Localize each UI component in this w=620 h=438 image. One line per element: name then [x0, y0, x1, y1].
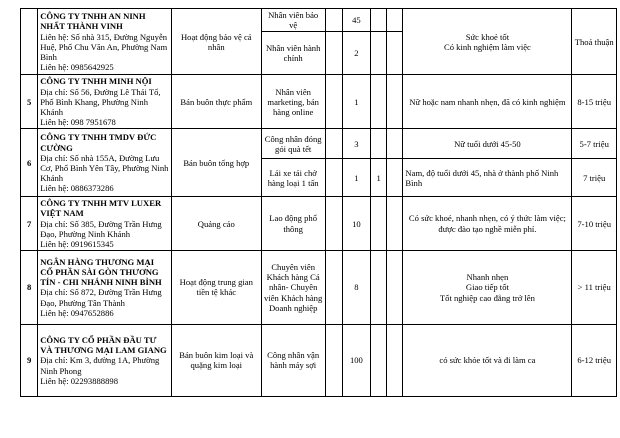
industry-cell: Hoạt động bảo vệ cá nhân [171, 9, 261, 75]
industry-cell: Quảng cáo [171, 197, 261, 251]
salary-cell: 7-10 triệu [572, 197, 617, 251]
job-title: Nhân viên hành chính [261, 32, 325, 75]
job-title: Lái xe tải chở hàng loại 1 tấn [261, 159, 325, 197]
company-address: Địa chỉ: Số nhà 155A, Đường Lưu Cơ, Phố Bình Yên Tây, Phường Ninh Khánh [40, 152, 169, 183]
industry-cell: Bán buôn thực phẩm [171, 75, 261, 129]
job-quantity: 1 [342, 75, 370, 129]
row-number: 7 [21, 197, 38, 251]
job-title: Nhân viên bảo vệ [261, 9, 325, 32]
company-contact: Liên hệ: 0886373286 [40, 183, 114, 194]
row-number: 5 [21, 75, 38, 129]
requirement-line: Giao tiếp tốt [465, 282, 509, 293]
table-row [21, 324, 617, 396]
industry-cell: Bán buôn kim loại và quặng kim loại [171, 324, 261, 396]
row-number [21, 9, 38, 75]
job-title: Nhân viên marketing, bán hàng online [261, 75, 325, 129]
job-quantity: 2 [342, 32, 370, 75]
job-quantity: 3 [342, 129, 370, 159]
company-cell [38, 129, 172, 197]
company-contact: Liên hệ: 02293888898 [40, 375, 118, 386]
company-name: NGÂN HÀNG THƯƠNG MẠI CỔ PHẦN SÀI GÒN THƯƠNG TÍN - CHI NHÁNH NINH BÌNH [40, 257, 162, 288]
requirement-line: Có kinh nghiệm làm việc [443, 41, 531, 52]
company-cell [38, 9, 172, 75]
requirements-cell: Nữ hoặc nam nhanh nhẹn, đã có kinh nghiệm [403, 75, 572, 129]
salary-cell: 6-12 triệu [572, 324, 617, 396]
company-cell [38, 197, 172, 251]
company-address: Liên hệ: Số nhà 315, Đường Nguyễn Huệ, Phố Chu Văn An, Phường Nam Bình [40, 31, 168, 62]
company-name: CÔNG TY TNHH AN NINH NHẤT THÀNH VINH [40, 11, 146, 32]
company-contact: Liên hệ: 0919615345 [40, 238, 114, 249]
company-contact: Liên hệ: 0985642925 [40, 61, 114, 72]
company-contact: Liên hệ: 098 7951678 [40, 116, 116, 127]
job-title: Công nhân đóng gói quà tết [261, 129, 325, 159]
requirement-line: Sức khoẻ tốt [465, 31, 510, 42]
company-address: Địa chỉ: Số 872, Đường Trần Hưng Đạo, Phường Tân Thành [40, 287, 162, 308]
job-title: Chuyên viên Khách hàng Cá nhân- Chuyên viên Khách hàng Doanh nghiệp [261, 250, 325, 324]
company-name: CÔNG TY TNHH MTV LUXER VIỆT NAM [40, 198, 162, 219]
job-quantity: 8 [342, 250, 370, 324]
table-row [21, 250, 617, 324]
company-contact: Liên hệ: 0947652886 [40, 307, 114, 318]
job-quantity: 100 [342, 324, 370, 396]
requirements-cell: Nam, độ tuổi dưới 45, nhà ở thành phố Ninh Bình [403, 159, 572, 197]
table-row [21, 197, 617, 251]
job-title: Lao động phổ thông [261, 197, 325, 251]
salary-cell: Thoả thuận [572, 9, 617, 75]
requirement-line: Tốt nghiệp cao đẳng trở lên [439, 292, 535, 303]
company-address: Địa chỉ: Số 56, Đường Lê Thái Tổ, Phố Bình Khang, Phường Ninh Khánh [40, 86, 161, 117]
job-listing-table [20, 8, 617, 397]
requirements-cell [403, 250, 572, 324]
company-cell [38, 250, 172, 324]
requirements-cell: Nữ tuổi dưới 45-50 [403, 129, 572, 159]
salary-cell: > 11 triệu [572, 250, 617, 324]
company-address: Địa chỉ: Số 385, Đường Trần Hưng Đạo, Phường Ninh Khánh [40, 218, 162, 239]
salary-cell: 5-7 triệu [572, 129, 617, 159]
job-title: Công nhân vận hành máy sợi [261, 324, 325, 396]
row-number: 6 [21, 129, 38, 197]
company-name: CÔNG TY TNHH MINH NỘI [40, 76, 152, 87]
salary-cell: 7 triệu [572, 159, 617, 197]
requirement-line: Nhanh nhẹn [466, 272, 509, 283]
company-address: Địa chỉ: Km 3, đường 1A, Phường Ninh Phong [40, 355, 160, 376]
company-cell [38, 75, 172, 129]
job-quantity: 10 [342, 197, 370, 251]
row-number: 8 [21, 250, 38, 324]
industry-cell: Bán buôn tổng hợp [171, 129, 261, 197]
table-row [21, 129, 617, 159]
requirements-cell [403, 9, 572, 75]
job-quantity: 1 [342, 159, 370, 197]
salary-cell: 8-15 triệu [572, 75, 617, 129]
table-row [21, 9, 617, 32]
company-name: CÔNG TY TNHH TMDV ĐỨC CƯỜNG [40, 132, 157, 153]
company-name: CÔNG TY CỔ PHẦN ĐẦU TƯ VÀ THƯƠNG MẠI LAM GIANG [40, 335, 167, 356]
requirements-cell: Có sức khoẻ, nhanh nhẹn, có ý thức làm việc; được đào tạo nghề miễn phí. [403, 197, 572, 251]
table-row [21, 75, 617, 129]
row-number: 9 [21, 324, 38, 396]
job-quantity: 45 [342, 9, 370, 32]
company-cell [38, 324, 172, 396]
industry-cell: Hoạt động trung gian tiền tệ khác [171, 250, 261, 324]
job-quantity-extra: 1 [371, 159, 387, 197]
requirements-cell: có sức khỏe tốt và đi làm ca [403, 324, 572, 396]
